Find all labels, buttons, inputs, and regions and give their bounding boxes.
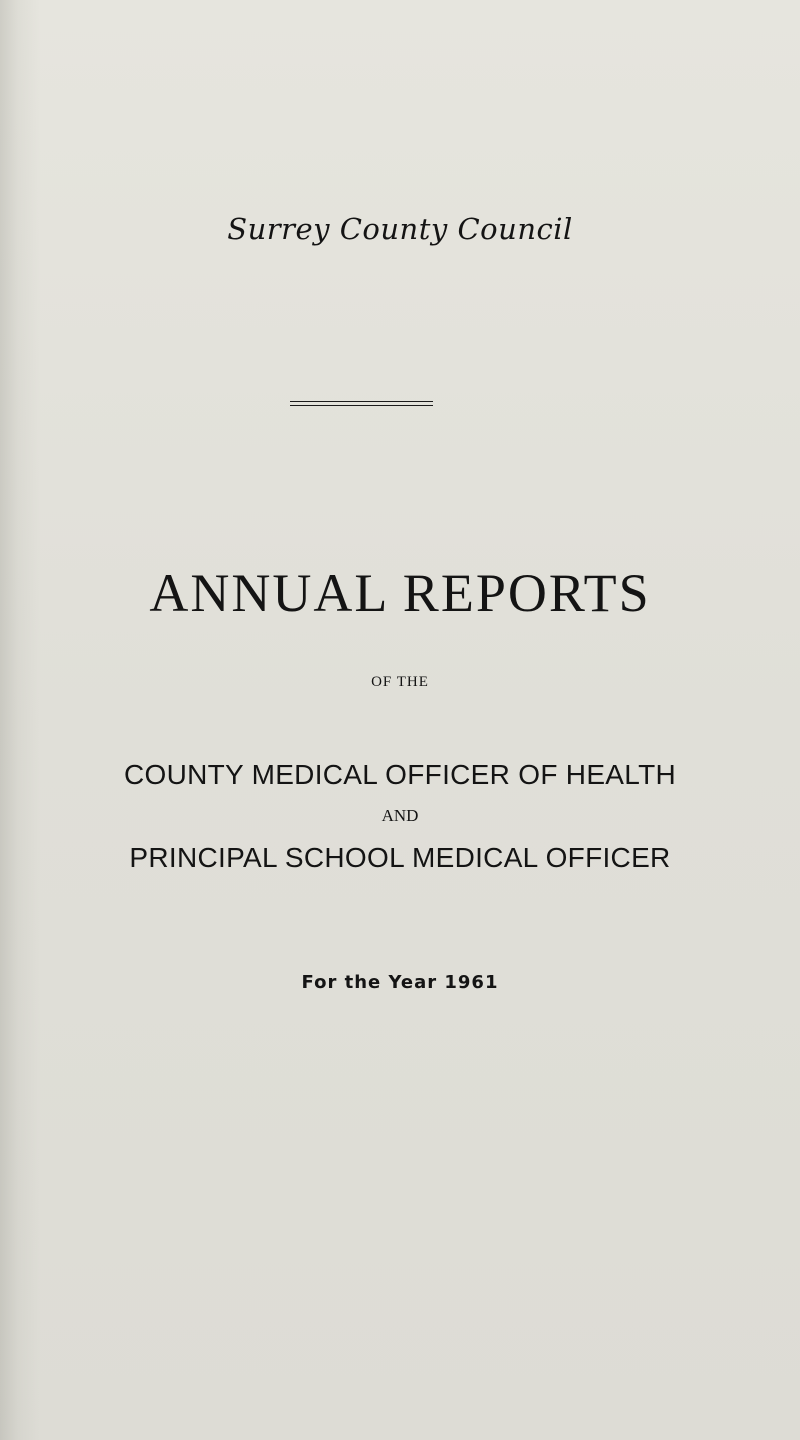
of-the-text: OF THE <box>371 674 429 690</box>
divider-rule-top <box>290 401 433 402</box>
divider-rule-bottom <box>290 405 433 406</box>
council-name: Surrey County Council <box>227 212 573 246</box>
officer-line-school: PRINCIPAL SCHOOL MEDICAL OFFICER <box>129 842 671 873</box>
report-title: ANNUAL REPORTS <box>149 563 651 623</box>
officer-line-county: COUNTY MEDICAL OFFICER OF HEALTH <box>123 759 677 790</box>
report-year: For the Year 1961 <box>301 972 499 993</box>
and-text: AND <box>381 806 419 825</box>
